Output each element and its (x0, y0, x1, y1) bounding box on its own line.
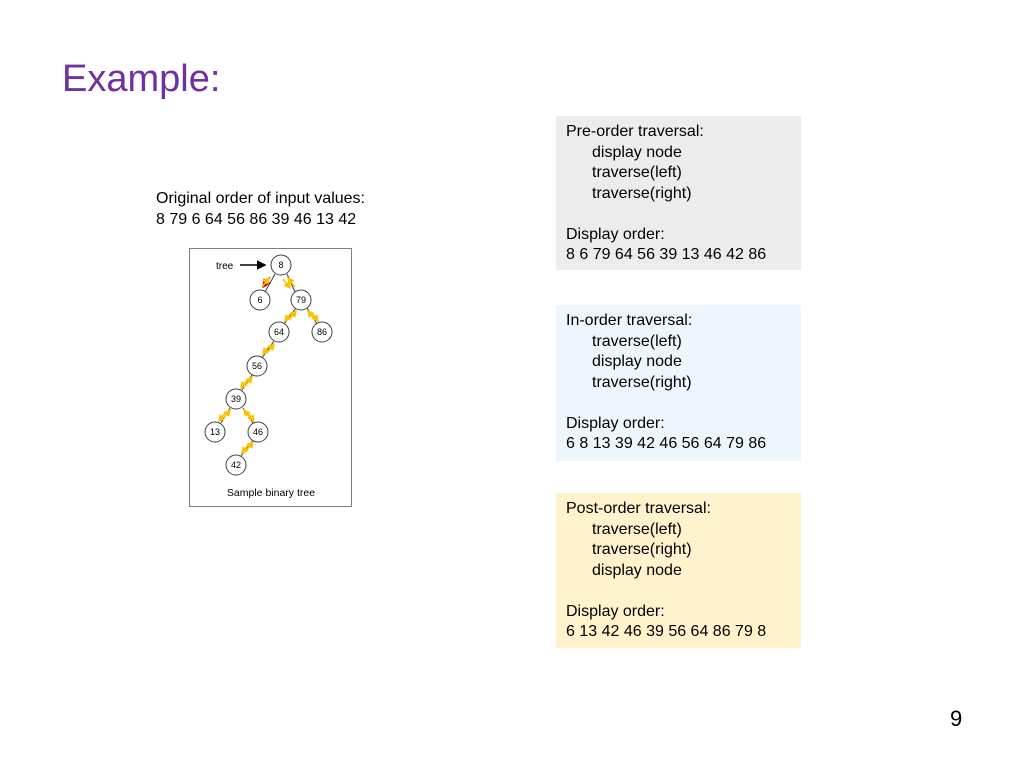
inorder-display-values: 6 8 13 39 42 46 56 64 79 86 (566, 435, 767, 452)
postorder-box (556, 493, 801, 648)
tree-node-86: 86 (316, 327, 328, 337)
postorder-step: traverse(left) (592, 520, 682, 538)
postorder-heading: Post-order traversal: (566, 500, 711, 517)
tree-node-8: 8 (278, 260, 284, 270)
preorder-heading: Pre-order traversal: (566, 123, 704, 140)
binary-tree-figure (189, 248, 352, 507)
input-values-block (156, 188, 365, 230)
input-values-list: 8 79 6 64 56 86 39 46 13 42 (156, 211, 357, 228)
postorder-step: display node (592, 561, 682, 579)
tree-node-39: 39 (230, 394, 242, 404)
slide-title: Example: (62, 58, 221, 100)
preorder-box (556, 116, 801, 270)
postorder-display-values: 6 13 42 46 39 56 64 86 79 8 (566, 623, 767, 640)
tree-node-13: 13 (209, 427, 221, 437)
tree-node-42: 42 (230, 460, 242, 470)
preorder-step: traverse(right) (592, 184, 692, 202)
binary-tree-diagram (190, 249, 351, 506)
tree-pointer-label: tree (216, 261, 234, 272)
inorder-step: traverse(right) (592, 373, 692, 391)
tree-node-56: 56 (251, 361, 263, 371)
tree-node-64: 64 (273, 327, 285, 337)
tree-node-79: 79 (295, 295, 307, 305)
preorder-display-label: Display order: (566, 225, 665, 243)
tree-node-46: 46 (252, 427, 264, 437)
inorder-box (556, 305, 801, 461)
inorder-display-label: Display order: (566, 414, 665, 432)
page-number: 9 (950, 706, 963, 731)
postorder-display-label: Display order: (566, 602, 665, 620)
tree-caption: Sample binary tree (226, 487, 316, 499)
preorder-display-values: 8 6 79 64 56 39 13 46 42 86 (566, 246, 767, 263)
inorder-step: traverse(left) (592, 332, 682, 350)
preorder-step: display node (592, 143, 682, 161)
preorder-step: traverse(left) (592, 164, 682, 181)
tree-node-6: 6 (257, 295, 263, 305)
input-values-label: Original order of input values: (156, 190, 365, 207)
postorder-step: traverse(right) (592, 541, 692, 558)
inorder-heading: In-order traversal: (566, 312, 693, 329)
inorder-step: display node (592, 353, 682, 370)
